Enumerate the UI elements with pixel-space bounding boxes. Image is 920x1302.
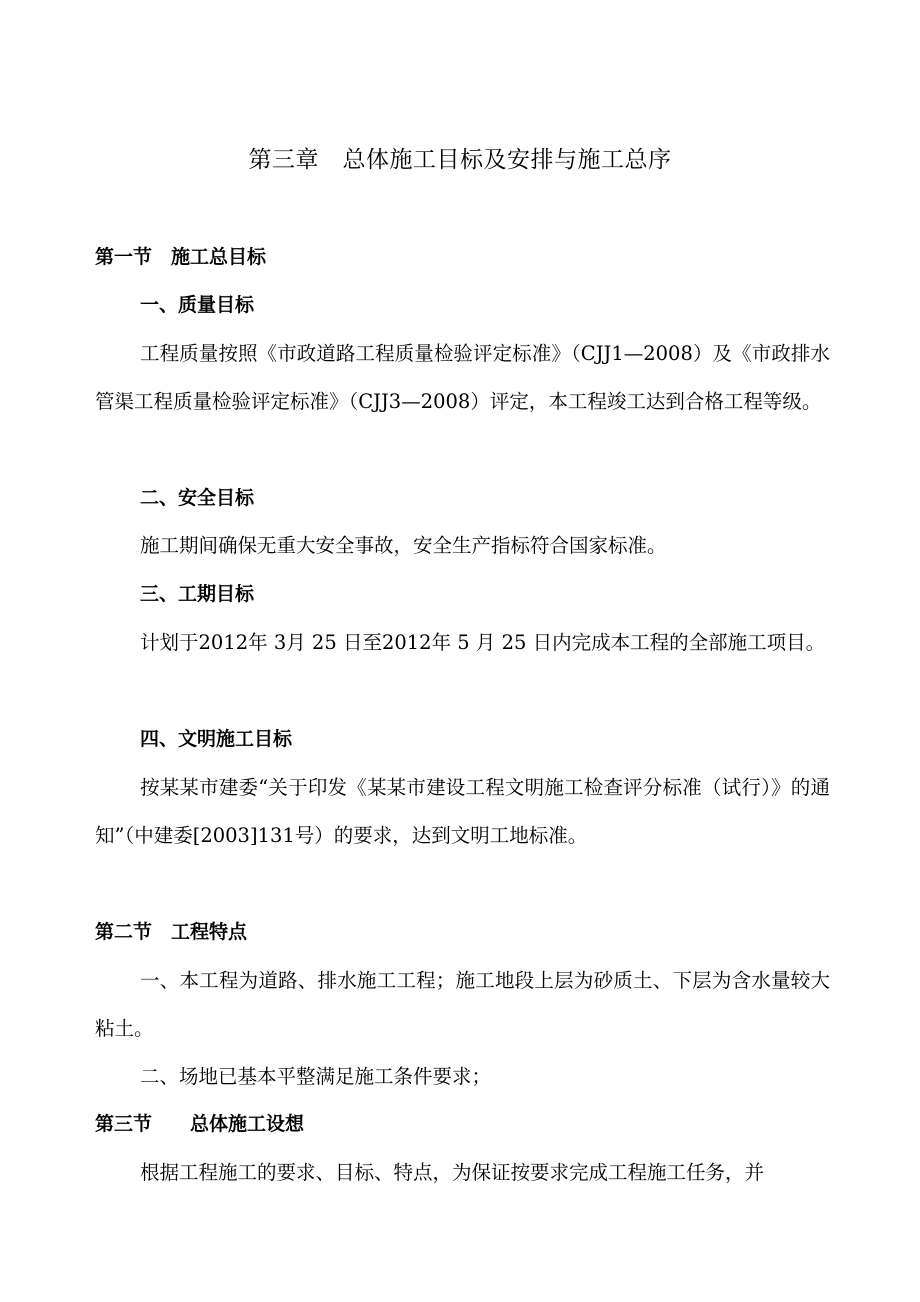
section-heading-goals: 第一节 施工总目标 (95, 246, 267, 268)
section-heading-features: 第二节 工程特点 (95, 921, 248, 943)
subsection-heading-quality: 一、质量目标 (140, 294, 255, 316)
paragraph-feature-2: 二、场地已基本平整满足施工条件要求； (140, 1065, 492, 1088)
paragraph-overall-plan: 根据工程施工的要求、目标、特点，为保证按要求完成工程施工任务，并 (140, 1161, 765, 1184)
subsection-heading-safety: 二、安全目标 (140, 487, 255, 509)
paragraph-schedule: 计划于2012年 3月 25 日至2012年 5 月 25 日内完成本工程的全部施工项目。 (140, 631, 826, 654)
subsection-heading-schedule: 三、工期目标 (140, 583, 255, 605)
paragraph-quality: 工程质量按照《市政道路工程质量检验评定标准》（CJJ1—2008）及《市政排水管渠工程质量检验评定标准》（CJJ3—2008）评定，本工程竣工达到合格工程等级。 (95, 342, 830, 413)
paragraph-feature-1: 一、本工程为道路、排水施工工程；施工地段上层为砂质土、下层为含水量较大粘土。 (95, 969, 830, 1040)
chapter-title: 第三章 总体施工目标及安排与施工总序 (248, 147, 672, 173)
paragraph-civilized: 按某某市建委“关于印发《某某市建设工程文明施工检查评分标准（试行）》的通知”（中建委[2003]131号）的要求，达到文明工地标准。 (95, 776, 830, 847)
subsection-heading-civilized: 四、文明施工目标 (140, 728, 293, 750)
paragraph-safety: 施工期间确保无重大安全事故，安全生产指标符合国家标准。 (140, 534, 667, 557)
section-heading-overall-plan: 第三节 总体施工设想 (95, 1113, 305, 1135)
